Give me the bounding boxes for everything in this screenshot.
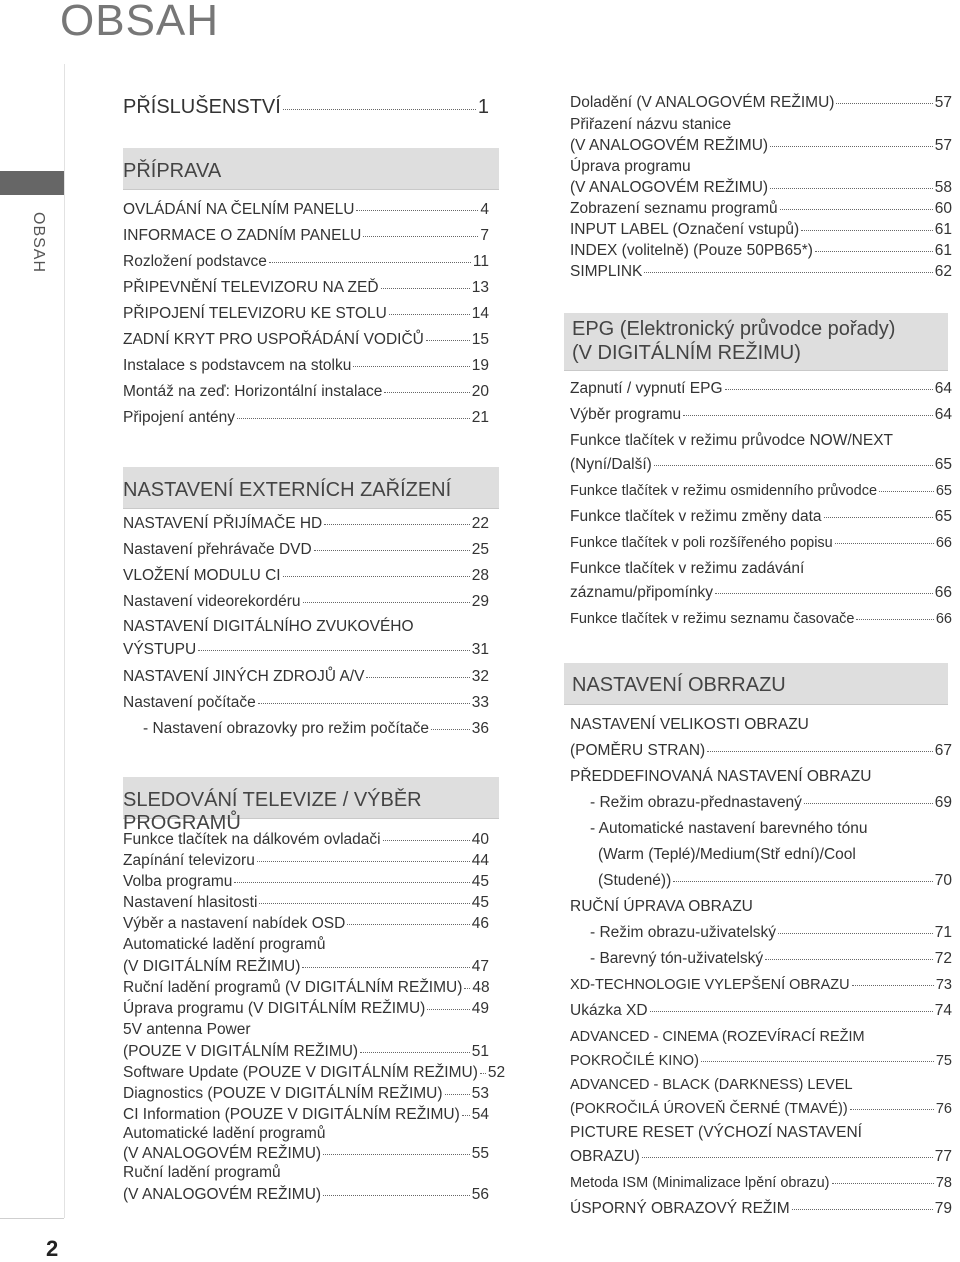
toc-entry-page: 73 bbox=[935, 977, 952, 993]
toc-entry-line: RUČNÍ ÚPRAVA OBRAZU bbox=[570, 898, 753, 915]
toc-leader bbox=[824, 517, 933, 518]
toc-leader bbox=[815, 251, 933, 252]
toc-entry[interactable] bbox=[570, 1052, 952, 1070]
toc-leader bbox=[792, 1209, 933, 1210]
toc-leader bbox=[642, 1157, 933, 1158]
toc-entry[interactable] bbox=[123, 894, 489, 912]
toc-entry-title: Metoda ISM (Minimalizace lpění obrazu) bbox=[570, 1175, 830, 1191]
toc-leader bbox=[234, 882, 469, 883]
toc-entry-page: 36 bbox=[471, 720, 489, 737]
toc-entry-title: Nastavení videorekordéru bbox=[123, 593, 301, 610]
toc-entry-page: 22 bbox=[471, 515, 489, 532]
toc-entry-page: 64 bbox=[934, 406, 952, 423]
page-number: 2 bbox=[46, 1236, 59, 1261]
toc-entry-line: - Automatické nastavení barevného tónu bbox=[590, 820, 868, 837]
toc-leader bbox=[464, 988, 470, 989]
toc-entry[interactable] bbox=[570, 200, 952, 218]
toc-entry-line: PŘEDDEFINOVANÁ NASTAVENÍ OBRAZU bbox=[570, 768, 872, 785]
toc-leader bbox=[715, 593, 933, 594]
toc-leader bbox=[283, 109, 476, 110]
toc-entry-title: (POMĚRU STRAN) bbox=[570, 742, 706, 759]
toc-entry[interactable] bbox=[570, 1174, 952, 1192]
toc-entry-line: Ruční ladění programů bbox=[123, 1164, 281, 1181]
toc-entry-page: 66 bbox=[934, 584, 952, 601]
toc-entry-title: záznamu/připomínky bbox=[570, 584, 714, 601]
toc-leader bbox=[832, 1183, 934, 1184]
toc-entry-title: Rozložení podstavce bbox=[123, 253, 267, 270]
toc-entry-line: Přiřazení názvu stanice bbox=[570, 116, 732, 133]
page-title: OBSAH bbox=[60, 0, 220, 45]
toc-entry[interactable] bbox=[123, 915, 489, 933]
toc-leader bbox=[427, 1009, 469, 1010]
toc-leader bbox=[323, 1154, 470, 1155]
toc-entry-page: 54 bbox=[471, 1106, 489, 1123]
toc-leader bbox=[257, 861, 470, 862]
side-tab-bar bbox=[0, 171, 64, 195]
toc-entry-page: 29 bbox=[471, 593, 489, 610]
toc-leader bbox=[654, 465, 933, 466]
toc-entry[interactable] bbox=[123, 593, 489, 611]
toc-entry[interactable] bbox=[570, 456, 952, 474]
toc-leader bbox=[324, 524, 470, 525]
toc-entry-title: Funkce tlačítek v režimu osmidenního průvodce bbox=[570, 483, 878, 499]
toc-entry[interactable] bbox=[590, 950, 952, 968]
toc-entry[interactable] bbox=[123, 1064, 506, 1082]
toc-entry[interactable] bbox=[570, 976, 952, 994]
toc-entry-title: Funkce tlačítek v režimu změny data bbox=[570, 508, 822, 525]
toc-entry-title: ÚSPORNÝ OBRAZOVÝ REŽIM bbox=[570, 1200, 790, 1217]
toc-entry-title: (Studené)) bbox=[598, 872, 672, 889]
toc-leader bbox=[836, 103, 932, 104]
toc-entry-title: Instalace s podstavcem na stolku bbox=[123, 357, 352, 374]
toc-entry-page: 46 bbox=[471, 915, 489, 932]
toc-entry[interactable] bbox=[143, 720, 489, 738]
toc-entry-title: Ukázka XD bbox=[570, 1002, 648, 1019]
toc-entry-accessories[interactable] bbox=[123, 98, 489, 116]
toc-entry-line: Úprava programu bbox=[570, 158, 691, 175]
toc-entry[interactable] bbox=[123, 409, 489, 427]
toc-entry-line: Automatické ladění programů bbox=[123, 936, 326, 953]
toc-entry-line: ADVANCED - CINEMA (ROZEVÍRACÍ REŽIM bbox=[570, 1029, 865, 1045]
toc-entry-title: PŘIPEVNĚNÍ TELEVIZORU NA ZEĎ bbox=[123, 279, 379, 296]
toc-entry-title: Výběr programu bbox=[570, 406, 682, 423]
toc-leader bbox=[384, 392, 469, 393]
toc-entry-title: Zapnutí / vypnutí EPG bbox=[570, 380, 723, 397]
toc-entry-title: Diagnostics (POUZE V DIGITÁLNÍM REŽIMU) bbox=[123, 1085, 443, 1102]
toc-entry-line: NASTAVENÍ VELIKOSTI OBRAZU bbox=[570, 716, 809, 733]
section-heading bbox=[564, 313, 948, 371]
toc-entry[interactable] bbox=[570, 221, 952, 239]
toc-entry-page: 11 bbox=[472, 253, 489, 270]
toc-entry[interactable] bbox=[570, 179, 952, 197]
toc-entry-title: NASTAVENÍ PŘIJÍMAČE HD bbox=[123, 515, 323, 532]
toc-entry-page: 60 bbox=[934, 200, 952, 217]
toc-leader bbox=[778, 933, 933, 934]
toc-leader bbox=[431, 729, 470, 730]
toc-entry-title: (V ANALOGOVÉM REŽIMU) bbox=[570, 179, 769, 196]
toc-entry-page: 61 bbox=[934, 242, 952, 259]
toc-entry-page: 19 bbox=[471, 357, 489, 374]
toc-leader bbox=[381, 288, 470, 289]
toc-entry-page: 45 bbox=[471, 873, 489, 890]
toc-entry[interactable] bbox=[123, 279, 489, 297]
toc-entry[interactable] bbox=[123, 305, 489, 323]
toc-leader bbox=[383, 840, 470, 841]
toc-entry[interactable] bbox=[123, 383, 489, 401]
toc-entry-title: Montáž na zeď: Horizontální instalace bbox=[123, 383, 383, 400]
toc-leader bbox=[366, 677, 469, 678]
toc-entry-page: 74 bbox=[934, 1002, 952, 1019]
toc-entry-title: INPUT LABEL (Označení vstupů) bbox=[570, 221, 800, 238]
toc-entry-title: Nastavení hlasitosti bbox=[123, 894, 258, 911]
toc-entry-page: 20 bbox=[471, 383, 489, 400]
toc-entry-title: SIMPLINK bbox=[570, 263, 643, 280]
toc-entry-title: Software Update (POUZE V DIGITÁLNÍM REŽIMU) bbox=[123, 1064, 478, 1081]
toc-leader bbox=[259, 903, 469, 904]
toc-entry-title: VLOŽENÍ MODULU CI bbox=[123, 567, 281, 584]
toc-entry-title: Úprava programu (V DIGITÁLNÍM REŽIMU) bbox=[123, 1000, 426, 1017]
toc-entry-page: 58 bbox=[934, 179, 952, 196]
toc-leader bbox=[426, 340, 470, 341]
toc-entry[interactable] bbox=[123, 1043, 489, 1061]
toc-entry-page: 64 bbox=[934, 380, 952, 397]
toc-entry-title: Připojení antény bbox=[123, 409, 236, 426]
toc-entry-page: 75 bbox=[935, 1053, 952, 1069]
toc-entry-title: (POUZE V DIGITÁLNÍM REŽIMU) bbox=[123, 1043, 359, 1060]
toc-leader bbox=[360, 1052, 470, 1053]
toc-entry-title: Funkce tlačítek v režimu seznamu časovače bbox=[570, 611, 855, 627]
toc-entry[interactable] bbox=[570, 482, 952, 500]
toc-entry[interactable] bbox=[570, 242, 952, 260]
toc-entry-title: XD-TECHNOLOGIE VYLEPŠENÍ OBRAZU bbox=[570, 977, 850, 993]
toc-entry-page: 53 bbox=[471, 1085, 489, 1102]
toc-entry-title: PŘIPOJENÍ TELEVIZORU KE STOLU bbox=[123, 305, 387, 322]
toc-entry-title: Nastavení přehrávače DVD bbox=[123, 541, 312, 558]
section-heading: SLEDOVÁNÍ TELEVIZE / VÝBĚR PROGRAMŮ bbox=[123, 777, 499, 819]
toc-entry-page: 15 bbox=[471, 331, 489, 348]
toc-entry-page: 57 bbox=[934, 94, 952, 111]
toc-entry[interactable] bbox=[123, 694, 489, 712]
toc-entry-page: 79 bbox=[934, 1200, 952, 1217]
toc-entry-title: - Režim obrazu-přednastavený bbox=[590, 794, 802, 811]
toc-leader bbox=[856, 619, 933, 620]
toc-entry-page: 13 bbox=[471, 279, 489, 296]
toc-entry[interactable] bbox=[123, 541, 489, 559]
toc-entry-page: 70 bbox=[934, 872, 952, 889]
toc-entry-title: OBRAZU) bbox=[570, 1148, 640, 1165]
toc-entry[interactable] bbox=[570, 534, 952, 552]
toc-leader bbox=[765, 959, 933, 960]
toc-entry-page: 4 bbox=[480, 201, 489, 218]
toc-entry-page: 71 bbox=[934, 924, 952, 941]
toc-entry[interactable] bbox=[570, 1200, 952, 1218]
toc-entry[interactable] bbox=[570, 742, 952, 760]
toc-entry-page: 47 bbox=[471, 958, 489, 975]
toc-leader bbox=[303, 602, 470, 603]
toc-entry[interactable] bbox=[570, 1002, 952, 1020]
section-heading-line: (V DIGITÁLNÍM REŽIMU) bbox=[572, 342, 801, 364]
section-heading-line: EPG (Elektronický průvodce pořady) bbox=[572, 318, 896, 340]
toc-entry-title: PŘÍSLUŠENSTVÍ bbox=[123, 96, 281, 118]
toc-leader bbox=[462, 1115, 470, 1116]
toc-entry-title: OVLÁDÁNÍ NA ČELNÍM PANELU bbox=[123, 201, 355, 218]
toc-leader bbox=[770, 188, 933, 189]
toc-entry-page: 56 bbox=[471, 1186, 489, 1203]
toc-entry[interactable] bbox=[123, 227, 489, 245]
toc-entry-line: 5V antenna Power bbox=[123, 1021, 251, 1038]
toc-leader bbox=[445, 1094, 470, 1095]
toc-leader bbox=[835, 543, 934, 544]
toc-leader bbox=[258, 703, 470, 704]
toc-entry-title: (V ANALOGOVÉM REŽIMU) bbox=[123, 1186, 322, 1203]
toc-entry-title: (Nyní/Další) bbox=[570, 456, 652, 473]
toc-entry-page: 31 bbox=[471, 641, 489, 658]
toc-leader bbox=[198, 650, 470, 651]
toc-entry-title: (POKROČILÁ ÚROVEŇ ČERNÉ (TMAVÉ)) bbox=[570, 1101, 848, 1117]
toc-entry-page: 40 bbox=[471, 831, 489, 848]
toc-entry[interactable] bbox=[570, 406, 952, 424]
toc-entry[interactable] bbox=[123, 515, 489, 533]
toc-leader bbox=[701, 1061, 934, 1062]
toc-entry-page: 51 bbox=[471, 1043, 489, 1060]
toc-entry-title: Výběr a nastavení nabídek OSD bbox=[123, 915, 346, 932]
toc-entry-page: 65 bbox=[934, 456, 952, 473]
toc-entry-title: VÝSTUPU bbox=[123, 641, 197, 658]
toc-entry-line: NASTAVENÍ DIGITÁLNÍHO ZVUKOVÉHO bbox=[123, 618, 414, 635]
toc-entry[interactable] bbox=[123, 567, 489, 585]
toc-entry-title: Funkce tlačítek na dálkovém ovladači bbox=[123, 831, 381, 848]
toc-leader bbox=[780, 209, 933, 210]
toc-leader bbox=[725, 389, 933, 390]
toc-leader bbox=[389, 314, 470, 315]
section-heading: NASTAVENÍ OBRRAZU bbox=[564, 663, 948, 705]
toc-entry-page: 72 bbox=[934, 950, 952, 967]
toc-entry[interactable] bbox=[570, 610, 952, 628]
toc-leader bbox=[850, 1109, 934, 1110]
toc-leader bbox=[323, 1195, 470, 1196]
toc-entry[interactable] bbox=[123, 641, 489, 659]
toc-entry-page: 1 bbox=[477, 96, 489, 118]
toc-entry[interactable] bbox=[570, 263, 952, 281]
toc-entry-page: 65 bbox=[934, 508, 952, 525]
toc-entry[interactable] bbox=[570, 508, 952, 526]
toc-entry-page: 45 bbox=[471, 894, 489, 911]
footer-divider bbox=[0, 1218, 64, 1219]
toc-entry-title: - Nastavení obrazovky pro režim počítače bbox=[143, 720, 430, 737]
toc-entry-title: CI Information (POUZE V DIGITÁLNÍM REŽIMU) bbox=[123, 1106, 460, 1123]
toc-entry-page: 21 bbox=[471, 409, 489, 426]
toc-entry-page: 33 bbox=[471, 694, 489, 711]
toc-leader bbox=[770, 146, 933, 147]
toc-entry-page: 55 bbox=[471, 1145, 489, 1162]
toc-leader bbox=[683, 415, 933, 416]
toc-leader bbox=[480, 1073, 486, 1074]
toc-entry[interactable] bbox=[570, 380, 952, 398]
toc-entry-page: 14 bbox=[471, 305, 489, 322]
toc-entry-title: (V ANALOGOVÉM REŽIMU) bbox=[123, 1145, 322, 1162]
toc-entry[interactable] bbox=[123, 1145, 489, 1163]
toc-entry-line: ADVANCED - BLACK (DARKNESS) LEVEL bbox=[570, 1077, 853, 1093]
toc-entry[interactable] bbox=[123, 1106, 489, 1124]
toc-entry-title: Doladění (V ANALOGOVÉM REŽIMU) bbox=[570, 94, 835, 111]
toc-entry[interactable] bbox=[123, 1186, 489, 1204]
toc-leader bbox=[347, 924, 469, 925]
toc-leader bbox=[804, 803, 933, 804]
toc-leader bbox=[314, 550, 470, 551]
toc-entry-page: 62 bbox=[934, 263, 952, 280]
toc-entry-page: 66 bbox=[935, 535, 952, 551]
toc-entry-page: 57 bbox=[934, 137, 952, 154]
toc-entry-page: 78 bbox=[935, 1175, 952, 1191]
toc-entry-title: Volba programu bbox=[123, 873, 233, 890]
toc-entry-title: ZADNÍ KRYT PRO USPOŘÁDÁNÍ VODIČŮ bbox=[123, 331, 424, 348]
toc-entry-line: (Warm (Teplé)/Medium(Stř ední)/Cool bbox=[598, 846, 856, 863]
toc-entry-title: Zobrazení seznamu programů bbox=[570, 200, 778, 217]
toc-leader bbox=[237, 418, 470, 419]
toc-entry[interactable] bbox=[598, 872, 952, 890]
toc-entry[interactable] bbox=[123, 979, 489, 997]
toc-entry-title: NASTAVENÍ JINÝCH ZDROJŮ A/V bbox=[123, 668, 365, 685]
toc-leader bbox=[302, 967, 469, 968]
section-heading: NASTAVENÍ EXTERNÍCH ZAŘÍZENÍ bbox=[123, 467, 499, 509]
toc-leader bbox=[650, 1011, 933, 1012]
toc-leader bbox=[852, 985, 934, 986]
toc-leader bbox=[673, 881, 933, 882]
toc-entry-title: - Barevný tón-uživatelský bbox=[590, 950, 764, 967]
toc-entry[interactable] bbox=[590, 794, 952, 812]
toc-leader bbox=[353, 366, 469, 367]
toc-entry[interactable] bbox=[123, 357, 489, 375]
toc-entry-title: Funkce tlačítek v poli rozšířeného popisu bbox=[570, 535, 833, 551]
toc-entry[interactable] bbox=[123, 873, 489, 891]
toc-entry[interactable] bbox=[590, 924, 952, 942]
toc-entry-page: 66 bbox=[935, 611, 952, 627]
toc-entry-page: 76 bbox=[935, 1101, 952, 1117]
toc-entry-title: POKROČILÉ KINO) bbox=[570, 1053, 699, 1069]
toc-entry-page: 32 bbox=[471, 668, 489, 685]
toc-entry[interactable] bbox=[123, 831, 489, 849]
toc-entry-title: Nastavení počítače bbox=[123, 694, 256, 711]
toc-entry[interactable] bbox=[123, 958, 489, 976]
toc-entry-page: 69 bbox=[934, 794, 952, 811]
toc-entry[interactable] bbox=[123, 1000, 489, 1018]
toc-leader bbox=[707, 751, 933, 752]
toc-entry-line: Funkce tlačítek v režimu průvodce NOW/NEXT bbox=[570, 432, 894, 449]
toc-entry[interactable] bbox=[123, 331, 489, 349]
side-divider bbox=[64, 64, 65, 1218]
toc-entry-page: 61 bbox=[934, 221, 952, 238]
toc-entry[interactable] bbox=[123, 668, 489, 686]
toc-entry-title: - Režim obrazu-uživatelský bbox=[590, 924, 777, 941]
toc-entry[interactable] bbox=[570, 584, 952, 602]
toc-entry-title: INDEX (volitelně) (Pouze 50PB65*) bbox=[570, 242, 813, 259]
toc-entry[interactable] bbox=[123, 852, 489, 870]
section-heading: PŘÍPRAVA bbox=[123, 148, 499, 190]
toc-entry-page: 25 bbox=[471, 541, 489, 558]
toc-entry[interactable] bbox=[570, 94, 952, 112]
toc-entry-line: PICTURE RESET (VÝCHOZÍ NASTAVENÍ bbox=[570, 1124, 862, 1141]
toc-entry-title: Ruční ladění programů (V DIGITÁLNÍM REŽIMU) bbox=[123, 979, 463, 996]
toc-entry[interactable] bbox=[570, 137, 952, 155]
toc-entry-title: (V ANALOGOVÉM REŽIMU) bbox=[570, 137, 769, 154]
toc-leader bbox=[879, 491, 934, 492]
toc-entry-page: 48 bbox=[472, 979, 490, 996]
side-tab-label: OBSAH bbox=[30, 212, 47, 274]
toc-leader bbox=[283, 576, 470, 577]
toc-entry-title: Zapínání televizoru bbox=[123, 852, 255, 869]
toc-leader bbox=[356, 210, 478, 211]
toc-leader bbox=[644, 272, 932, 273]
toc-entry[interactable] bbox=[123, 201, 489, 219]
toc-entry-page: 44 bbox=[471, 852, 489, 869]
toc-entry[interactable] bbox=[570, 1148, 952, 1166]
toc-leader bbox=[363, 236, 478, 237]
toc-entry-title: (V DIGITÁLNÍM REŽIMU) bbox=[123, 958, 301, 975]
toc-leader bbox=[269, 262, 471, 263]
toc-entry[interactable] bbox=[570, 1100, 952, 1118]
toc-entry-line: Funkce tlačítek v režimu zadávání bbox=[570, 560, 805, 577]
toc-entry-page: 52 bbox=[487, 1064, 506, 1081]
toc-entry-page: 49 bbox=[471, 1000, 489, 1017]
toc-entry-page: 67 bbox=[934, 742, 952, 759]
toc-entry-page: 65 bbox=[935, 483, 952, 499]
toc-entry-line: Automatické ladění programů bbox=[123, 1125, 326, 1142]
toc-entry[interactable] bbox=[123, 1085, 489, 1103]
toc-entry-page: 28 bbox=[471, 567, 489, 584]
toc-entry-page: 77 bbox=[934, 1148, 952, 1165]
toc-leader bbox=[801, 230, 933, 231]
toc-entry[interactable] bbox=[123, 253, 489, 271]
toc-entry-page: 7 bbox=[480, 227, 489, 244]
toc-entry-title: INFORMACE O ZADNÍM PANELU bbox=[123, 227, 362, 244]
